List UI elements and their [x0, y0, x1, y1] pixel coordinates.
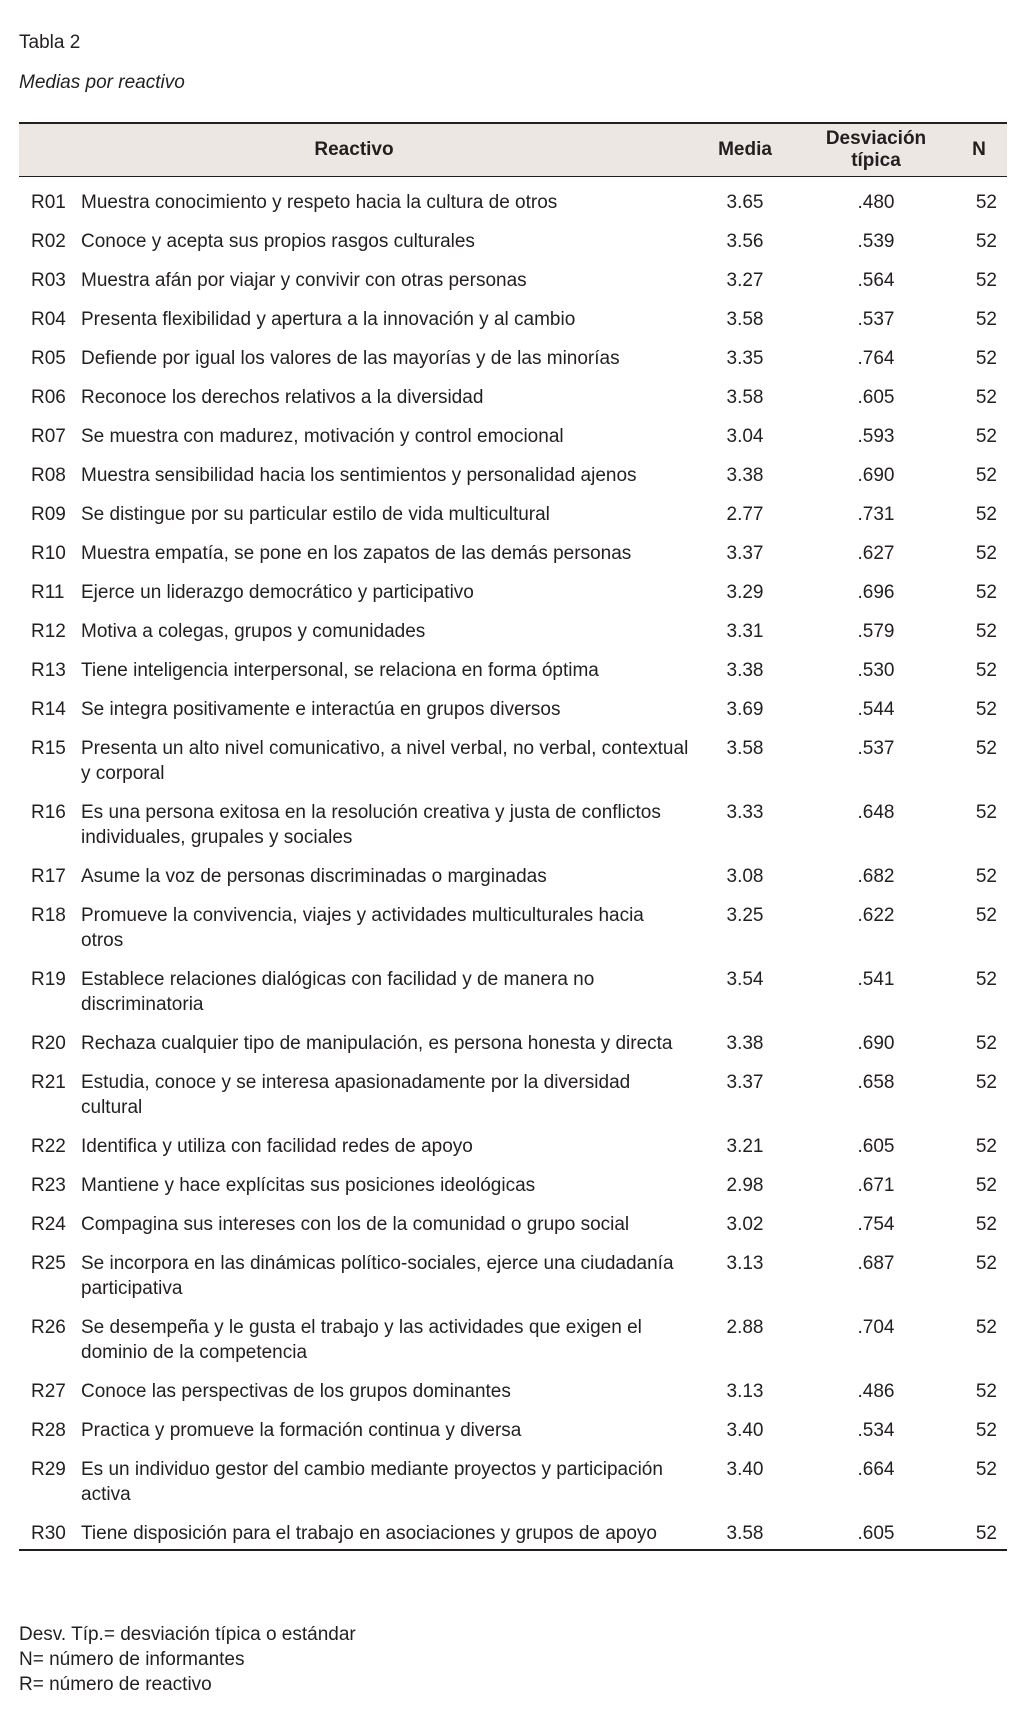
table-row [19, 1418, 1007, 1457]
cell-n: 52 [975, 1072, 997, 1093]
cell-reactivo: Se integra positivamente e interactúa en grupos diversos [81, 699, 561, 720]
cell-desviacion: .541 [857, 969, 895, 990]
cell-n: 52 [951, 1521, 1007, 1550]
cell-media: 2.98 [726, 1175, 764, 1196]
cell-n: 52 [975, 1175, 997, 1196]
cell-desviacion: .622 [857, 905, 895, 926]
cell-desviacion: .687 [857, 1253, 895, 1274]
cell-media: 3.35 [726, 348, 764, 369]
cell-media: 3.54 [726, 969, 764, 990]
cell-n: 52 [975, 1033, 997, 1054]
cell-code: R07 [31, 426, 66, 447]
cell-media: 3.13 [726, 1381, 764, 1402]
cell-media: 3.58 [726, 738, 764, 759]
cell-media: 3.38 [726, 660, 764, 681]
cell-n: 52 [975, 802, 997, 823]
cell-n: 52 [975, 582, 997, 603]
table-header-row [19, 123, 1007, 177]
table-row [19, 1173, 1007, 1212]
cell-code: R26 [31, 1317, 66, 1338]
cell-reactivo: Se distingue por su particular estilo de vida multicultural [81, 504, 550, 525]
cell-desviacion: .564 [857, 270, 895, 291]
note-r: R= número de reactivo [19, 1674, 212, 1695]
cell-code: R17 [31, 866, 66, 887]
table-row [19, 967, 1007, 1031]
table-row [19, 463, 1007, 502]
cell-code: R15 [31, 738, 66, 759]
cell-media: 3.31 [726, 621, 764, 642]
cell-desviacion: .539 [857, 231, 895, 252]
cell-n: 52 [975, 387, 997, 408]
cell-n: 52 [975, 969, 997, 990]
cell-desviacion: .605 [857, 387, 895, 408]
cell-reactivo: Muestra afán por viajar y convivir con otras personas [81, 270, 527, 291]
table-row [19, 1315, 1007, 1379]
cell-n: 52 [975, 905, 997, 926]
cell-code: R14 [31, 699, 66, 720]
cell-n: 52 [975, 426, 997, 447]
cell-n: 52 [975, 621, 997, 642]
note-desv: Desv. Típ.= desviación típica o estándar [19, 1624, 356, 1645]
cell-code: R05 [31, 348, 66, 369]
cell-n: 52 [975, 1317, 997, 1338]
cell-desviacion: .696 [857, 582, 895, 603]
cell-reactivo: Rechaza cualquier tipo de manipulación, es persona honesta y directa [81, 1033, 673, 1054]
cell-reactivo: Se muestra con madurez, motivación y control emocional [81, 426, 564, 447]
cell-n: 52 [975, 1420, 997, 1441]
cell-desviacion: .658 [857, 1072, 895, 1093]
cell-n: 52 [975, 192, 997, 213]
cell-media: 3.27 [726, 270, 764, 291]
table-row [19, 697, 1007, 736]
table-row [19, 385, 1007, 424]
header-n: N [951, 123, 1007, 177]
cell-reactivo: Promueve la convivencia, viajes y actividades multiculturales hacia otros [81, 905, 644, 951]
cell-code: R08 [31, 465, 66, 486]
table-caption: Tabla 2 [19, 32, 81, 53]
cell-reactivo: Mantiene y hace explícitas sus posiciones ideológicas [81, 1175, 536, 1196]
cell-reactivo: Compagina sus intereses con los de la comunidad o grupo social [81, 1214, 630, 1235]
header-media: Media [689, 123, 801, 177]
table-row [19, 903, 1007, 967]
cell-desviacion: .579 [857, 621, 895, 642]
cell-reactivo: Tiene inteligencia interpersonal, se relaciona en forma óptima [81, 660, 599, 681]
cell-desviacion: .671 [857, 1175, 895, 1196]
cell-code: R25 [31, 1253, 66, 1274]
cell-reactivo: Asume la voz de personas discriminadas o marginadas [81, 866, 547, 887]
cell-desviacion: .627 [857, 543, 895, 564]
table-row [19, 1521, 1007, 1550]
table-row [19, 658, 1007, 697]
cell-n: 52 [975, 738, 997, 759]
cell-reactivo: Conoce las perspectivas de los grupos dominantes [81, 1381, 511, 1402]
cell-media: 3.13 [726, 1253, 764, 1274]
cell-code: R24 [31, 1214, 66, 1235]
cell-media: 3.58 [689, 1521, 801, 1550]
cell-n: 52 [975, 543, 997, 564]
cell-code: R29 [31, 1459, 66, 1480]
cell-n: 52 [975, 699, 997, 720]
cell-desviacion: .593 [857, 426, 895, 447]
cell-desviacion: .534 [857, 1420, 895, 1441]
cell-n: 52 [975, 504, 997, 525]
table-row [19, 736, 1007, 800]
cell-desviacion: .648 [857, 802, 895, 823]
cell-code: R21 [31, 1072, 66, 1093]
table-row [19, 1031, 1007, 1070]
table-notes [19, 1622, 356, 1697]
means-table [19, 122, 1007, 1551]
table-row [19, 229, 1007, 268]
cell-n: 52 [975, 1214, 997, 1235]
cell-desviacion: .764 [857, 348, 895, 369]
cell-reactivo: Tiene disposición para el trabajo en asociaciones y grupos de apoyo [81, 1521, 689, 1550]
table-row [19, 619, 1007, 658]
cell-reactivo: Reconoce los derechos relativos a la diversidad [81, 387, 484, 408]
table-row [19, 864, 1007, 903]
table-row [19, 502, 1007, 541]
table-row [19, 1212, 1007, 1251]
cell-code: R18 [31, 905, 66, 926]
cell-desviacion: .605 [801, 1521, 951, 1550]
cell-reactivo: Practica y promueve la formación continua y diversa [81, 1420, 522, 1441]
note-n: N= número de informantes [19, 1649, 245, 1670]
cell-desviacion: .537 [857, 309, 895, 330]
cell-desviacion: .605 [857, 1136, 895, 1157]
cell-desviacion: .754 [857, 1214, 895, 1235]
cell-code: R16 [31, 802, 66, 823]
cell-media: 3.29 [726, 582, 764, 603]
cell-code: R22 [31, 1136, 66, 1157]
cell-n: 52 [975, 1253, 997, 1274]
cell-desviacion: .690 [857, 465, 895, 486]
cell-desviacion: .690 [857, 1033, 895, 1054]
cell-media: 3.21 [726, 1136, 764, 1157]
table-row [19, 268, 1007, 307]
table-row [19, 1457, 1007, 1521]
table-row [19, 800, 1007, 864]
cell-code: R03 [31, 270, 66, 291]
cell-desviacion: .682 [857, 866, 895, 887]
cell-n: 52 [975, 465, 997, 486]
cell-media: 3.40 [726, 1420, 764, 1441]
cell-media: 3.65 [726, 192, 764, 213]
table-body [19, 177, 1007, 1551]
table-row [19, 580, 1007, 619]
cell-reactivo: Motiva a colegas, grupos y comunidades [81, 621, 426, 642]
cell-code: R11 [31, 582, 65, 603]
cell-code: R13 [31, 660, 66, 681]
cell-media: 3.58 [726, 387, 764, 408]
cell-code: R06 [31, 387, 66, 408]
cell-media: 2.77 [726, 504, 764, 525]
cell-media: 3.69 [726, 699, 764, 720]
cell-desviacion: .664 [857, 1459, 895, 1480]
cell-n: 52 [975, 231, 997, 252]
cell-reactivo: Defiende por igual los valores de las mayorías y de las minorías [81, 348, 620, 369]
cell-media: 3.08 [726, 866, 764, 887]
cell-code: R27 [31, 1381, 66, 1402]
cell-reactivo: Conoce y acepta sus propios rasgos culturales [81, 231, 475, 252]
cell-n: 52 [975, 1459, 997, 1480]
cell-n: 52 [975, 660, 997, 681]
cell-media: 3.04 [726, 426, 764, 447]
table-row [19, 1070, 1007, 1134]
cell-media: 3.58 [726, 309, 764, 330]
header-desviacion: Desviación típica [801, 123, 951, 177]
cell-desviacion: .537 [857, 738, 895, 759]
cell-code: R01 [31, 192, 66, 213]
cell-desviacion: .731 [857, 504, 895, 525]
table-row [19, 1134, 1007, 1173]
cell-code: R12 [31, 621, 66, 642]
cell-reactivo: Presenta flexibilidad y apertura a la innovación y al cambio [81, 309, 576, 330]
cell-code: R10 [31, 543, 66, 564]
cell-media: 3.38 [726, 465, 764, 486]
cell-code: R19 [31, 969, 66, 990]
cell-reactivo: Es una persona exitosa en la resolución creativa y justa de conflictos individuales, grupales y sociales [81, 802, 661, 848]
table-row [19, 541, 1007, 580]
cell-reactivo: Se incorpora en las dinámicas político-sociales, ejerce una ciudadanía participativa [81, 1253, 674, 1299]
cell-media: 3.33 [726, 802, 764, 823]
cell-n: 52 [975, 348, 997, 369]
cell-reactivo: Estudia, conoce y se interesa apasionadamente por la diversidad cultural [81, 1072, 631, 1118]
cell-desviacion: .704 [857, 1317, 895, 1338]
cell-reactivo: Muestra empatía, se pone en los zapatos de las demás personas [81, 543, 632, 564]
cell-n: 52 [975, 1381, 997, 1402]
cell-reactivo: Es un individuo gestor del cambio mediante proyectos y participación activa [81, 1459, 663, 1505]
table-row [19, 177, 1007, 230]
cell-code: R23 [31, 1175, 66, 1196]
cell-code: R04 [31, 309, 66, 330]
table-row [19, 1251, 1007, 1315]
cell-media: 3.02 [726, 1214, 764, 1235]
cell-reactivo: Ejerce un liderazgo democrático y participativo [81, 582, 474, 603]
cell-n: 52 [975, 270, 997, 291]
cell-reactivo: Establece relaciones dialógicas con facilidad y de manera no discriminatoria [81, 969, 595, 1015]
cell-n: 52 [975, 1136, 997, 1157]
cell-desviacion: .544 [857, 699, 895, 720]
cell-code: R28 [31, 1420, 66, 1441]
cell-code: R20 [31, 1033, 66, 1054]
table-row [19, 346, 1007, 385]
cell-reactivo: Presenta un alto nivel comunicativo, a nivel verbal, no verbal, contextual y corporal [81, 738, 689, 784]
cell-n: 52 [975, 309, 997, 330]
cell-desviacion: .486 [857, 1381, 895, 1402]
cell-media: 3.56 [726, 231, 764, 252]
header-reactivo: Reactivo [19, 123, 689, 177]
table-row [19, 424, 1007, 463]
cell-reactivo: Identifica y utiliza con facilidad redes de apoyo [81, 1136, 473, 1157]
cell-reactivo: Muestra sensibilidad hacia los sentimientos y personalidad ajenos [81, 465, 637, 486]
table-row [19, 1379, 1007, 1418]
cell-code: R02 [31, 231, 66, 252]
cell-reactivo: Muestra conocimiento y respeto hacia la cultura de otros [81, 192, 558, 213]
cell-media: 3.25 [726, 905, 764, 926]
cell-n: 52 [975, 866, 997, 887]
table-row [19, 307, 1007, 346]
cell-media: 3.40 [726, 1459, 764, 1480]
cell-media: 3.37 [726, 543, 764, 564]
cell-media: 3.38 [726, 1033, 764, 1054]
cell-media: 3.37 [726, 1072, 764, 1093]
cell-reactivo: Se desempeña y le gusta el trabajo y las actividades que exigen el dominio de la competencia [81, 1317, 642, 1363]
cell-desviacion: .530 [857, 660, 895, 681]
cell-code: R09 [31, 504, 66, 525]
table-subtitle: Medias por reactivo [19, 72, 185, 93]
cell-desviacion: .480 [857, 192, 895, 213]
cell-media: 2.88 [726, 1317, 764, 1338]
cell-code: R30 [19, 1521, 81, 1550]
